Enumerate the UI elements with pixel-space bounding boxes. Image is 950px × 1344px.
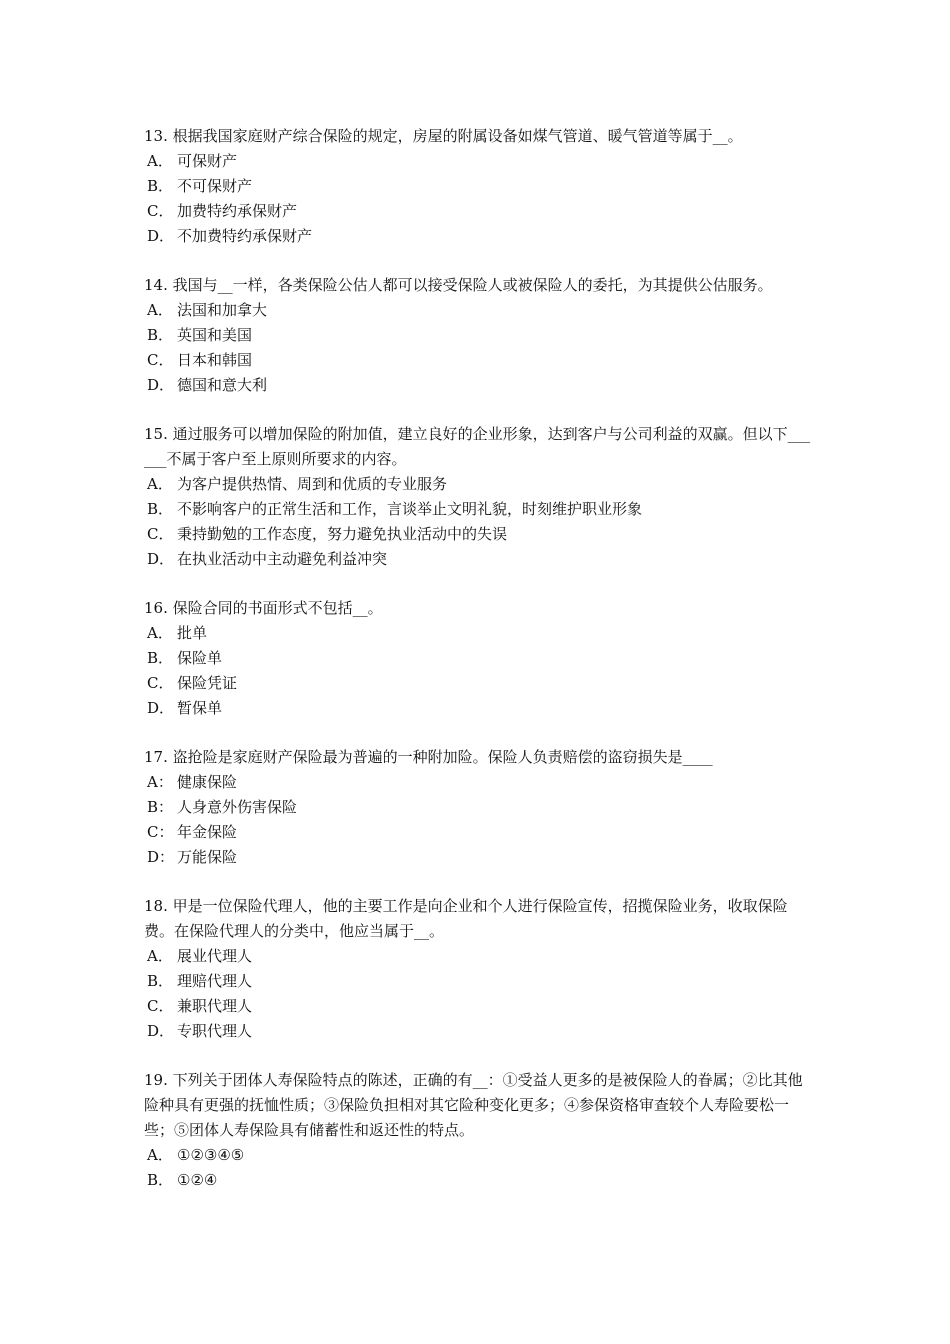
answer-option	[144, 770, 812, 795]
option-letter: A：	[147, 773, 173, 791]
option-text: 可保财产	[177, 152, 238, 170]
option-letter: B．	[147, 500, 174, 518]
option-letter: C．	[147, 351, 174, 369]
answer-option	[144, 149, 812, 174]
question-block	[144, 124, 812, 249]
option-letter: B．	[147, 972, 174, 990]
question-block	[144, 745, 812, 870]
question-block	[144, 273, 812, 398]
answer-option	[144, 323, 812, 348]
answer-option	[144, 298, 812, 323]
answer-option	[144, 1019, 812, 1044]
option-letter: B．	[147, 649, 174, 667]
answer-option	[144, 994, 812, 1019]
option-text: 德国和意大利	[177, 376, 268, 394]
question-stem: 13. 根据我国家庭财产综合保险的规定，房屋的附属设备如煤气管道、暖气管道等属于__。	[144, 127, 743, 145]
option-letter: D．	[147, 1022, 175, 1040]
answer-option	[144, 621, 812, 646]
answer-option	[144, 1143, 812, 1168]
option-text: 不影响客户的正常生活和工作，言谈举止文明礼貌，时刻维护职业形象	[177, 500, 643, 518]
answer-option	[144, 820, 812, 845]
option-letter: D．	[147, 550, 175, 568]
option-text: 保险单	[177, 649, 223, 667]
option-letter: B：	[147, 798, 174, 816]
option-text: 展业代理人	[177, 947, 253, 965]
option-letter: C．	[147, 525, 174, 543]
question-stem: 15. 通过服务可以增加保险的附加值，建立良好的企业形象，达到客户与公司利益的双赢。但以下______不属于客户至上原则所要求的内容。	[144, 425, 811, 468]
option-text: 批单	[177, 624, 208, 642]
option-text: 保险凭证	[177, 674, 238, 692]
option-text: 加费特约承保财产	[177, 202, 298, 220]
option-letter: A．	[147, 152, 173, 170]
option-text: 不可保财产	[177, 177, 253, 195]
answer-option	[144, 646, 812, 671]
option-letter: C．	[147, 674, 174, 692]
option-text: 年金保险	[177, 823, 238, 841]
question-block	[144, 894, 812, 1044]
answer-option	[144, 944, 812, 969]
option-text: 秉持勤勉的工作态度，努力避免执业活动中的失误	[177, 525, 508, 543]
option-text: 法国和加拿大	[177, 301, 268, 319]
answer-option	[144, 795, 812, 820]
question-stem: 18. 甲是一位保险代理人，他的主要工作是向企业和个人进行保险宣传，招揽保险业务，收取保险费。在保险代理人的分类中，他应当属于__。	[144, 897, 788, 940]
option-letter: A．	[147, 947, 173, 965]
question-block	[144, 596, 812, 721]
option-letter: A．	[147, 475, 173, 493]
question-block	[144, 422, 812, 572]
question-stem: 14. 我国与__一样，各类保险公估人都可以接受保险人或被保险人的委托，为其提供公估服务。	[144, 276, 773, 294]
document-page	[144, 124, 812, 1217]
option-letter: D：	[147, 848, 175, 866]
answer-option	[144, 174, 812, 199]
answer-option	[144, 696, 812, 721]
option-letter: A．	[147, 301, 173, 319]
question-stem: 19. 下列关于团体人寿保险特点的陈述，正确的有__：①受益人更多的是被保险人的眷属；②比其他险种具有更强的抚恤性质；③保险负担相对其它险种变化更多；④参保资格审查较个人寿险要松一些；⑤团体人寿保险具有储蓄性和返还性的特点。	[144, 1071, 803, 1139]
answer-option	[144, 472, 812, 497]
answer-option	[144, 1168, 812, 1193]
option-text: 人身意外伤害保险	[177, 798, 298, 816]
question-stem: 16. 保险合同的书面形式不包括__。	[144, 599, 383, 617]
answer-option	[144, 348, 812, 373]
option-text: 为客户提供热情、周到和优质的专业服务	[177, 475, 448, 493]
answer-option	[144, 845, 812, 870]
option-text: 理赔代理人	[177, 972, 253, 990]
option-letter: C：	[147, 823, 174, 841]
answer-option	[144, 224, 812, 249]
option-letter: B．	[147, 326, 174, 344]
answer-option	[144, 547, 812, 572]
option-letter: A．	[147, 1146, 173, 1164]
option-text: 健康保险	[177, 773, 238, 791]
option-letter: D．	[147, 227, 175, 245]
answer-option	[144, 522, 812, 547]
option-text: 日本和韩国	[177, 351, 253, 369]
option-letter: A．	[147, 624, 173, 642]
option-letter: B．	[147, 177, 174, 195]
answer-option	[144, 671, 812, 696]
option-letter: C．	[147, 202, 174, 220]
answer-option	[144, 497, 812, 522]
option-text: 暂保单	[177, 699, 223, 717]
option-letter: D．	[147, 699, 175, 717]
option-letter: B．	[147, 1171, 174, 1189]
question-block	[144, 1068, 812, 1193]
option-letter: C．	[147, 997, 174, 1015]
option-text: 万能保险	[177, 848, 238, 866]
answer-option	[144, 969, 812, 994]
answer-option	[144, 199, 812, 224]
option-text: 不加费特约承保财产	[177, 227, 313, 245]
option-text: 英国和美国	[177, 326, 253, 344]
option-text: 专职代理人	[177, 1022, 253, 1040]
option-text: 在执业活动中主动避免利益冲突	[177, 550, 388, 568]
option-text: ①②④	[177, 1171, 218, 1189]
option-text: ①②③④⑤	[177, 1146, 245, 1164]
question-stem: 17. 盗抢险是家庭财产保险最为普遍的一种附加险。保险人负责赔偿的盗窃损失是____	[144, 748, 713, 766]
option-letter: D．	[147, 376, 175, 394]
option-text: 兼职代理人	[177, 997, 253, 1015]
answer-option	[144, 373, 812, 398]
